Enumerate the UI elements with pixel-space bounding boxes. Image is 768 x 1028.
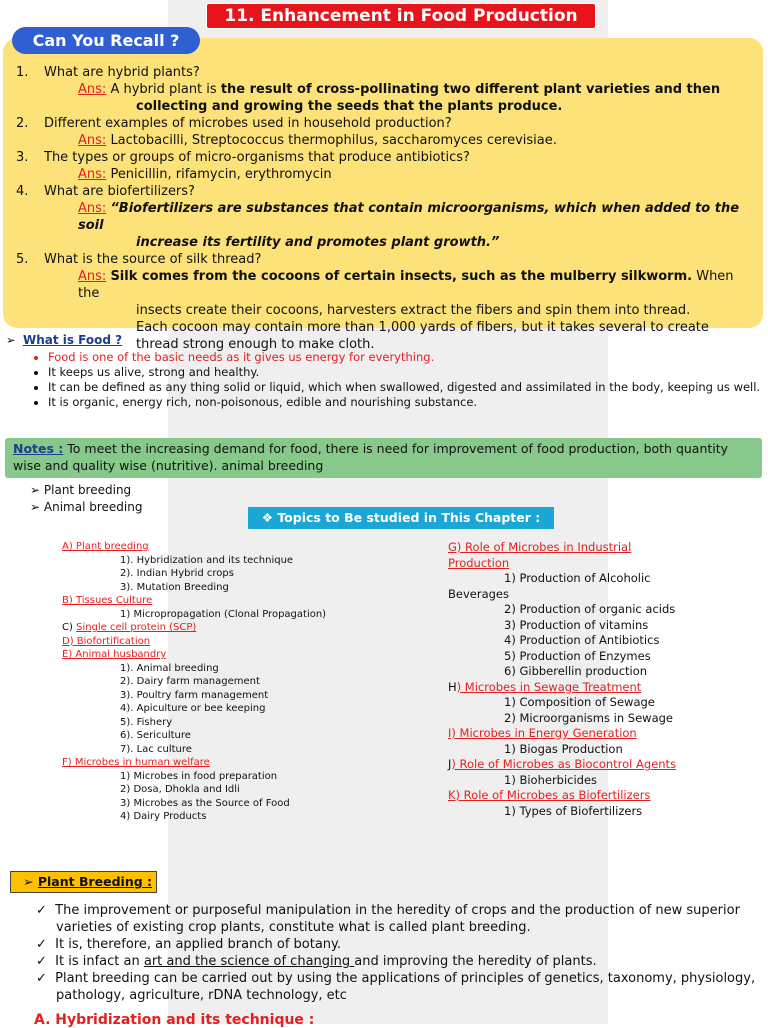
topic-item: 3) Microbes as the Source of Food: [120, 797, 290, 809]
topic-item: 6) Gibberellin production: [504, 664, 648, 678]
question-2: 2. Different examples of microbes used in household production?: [16, 116, 452, 131]
topic-item: 1) Microbes in food preparation: [120, 770, 278, 782]
notes-box: [5, 438, 762, 478]
topic-item: 4) Dairy Products: [120, 811, 207, 822]
topic-item: 3). Poultry farm management: [120, 689, 269, 701]
topic-heading: Production: [448, 555, 510, 570]
topic-item: 4) Production of Antibiotics: [504, 633, 660, 647]
question-1: 1. What are hybrid plants?: [16, 65, 200, 80]
topic-heading: D) Biofortification: [62, 635, 151, 647]
food-section: [6, 333, 762, 410]
topics-right-column: [448, 540, 758, 819]
topic-item: 1) Composition of Sewage: [504, 695, 655, 709]
recall-label: Can You Recall ?: [12, 27, 200, 54]
topic-heading: J) Role of Microbes as Biocontrol Agents: [448, 757, 677, 771]
topic-item: 1) Micropropagation (Clonal Propagation): [120, 608, 327, 620]
topic-item: 7). Lac culture: [120, 743, 192, 755]
food-list: [6, 350, 762, 410]
topic-heading: C) Single cell protein (SCP): [62, 622, 197, 633]
topic-heading: A) Plant breeding: [62, 541, 149, 552]
topic-item: 6). Sericulture: [120, 730, 191, 741]
topic-heading: G) Role of Microbes in Industrial: [448, 540, 632, 554]
answer-1: Ans: A hybrid plant is the result of cross-pollinating two different plant varieties and then collecting and growing the seeds that the plants produce.: [78, 82, 721, 114]
topic-item: 4). Apiculture or bee keeping: [120, 703, 266, 714]
list-item: ✓ The improvement or purposeful manipulation in the heredity of crops and the production of new superior varieties of existing crop plants, constitute what is called plant breeding.: [36, 903, 740, 935]
check-icon: ✓: [36, 954, 47, 969]
topic-item: 1) Production of Alcoholic: [504, 571, 651, 585]
topic-heading: I) Microbes in Energy Generation: [448, 726, 637, 740]
topic-item: 1) Biogas Production: [504, 741, 623, 756]
topic-item: 5) Production of Enzymes: [504, 648, 651, 663]
topic-heading: E) Animal husbandry: [62, 649, 167, 660]
breeding-list: [30, 482, 142, 516]
topics-left-column: [62, 540, 422, 824]
recall-qa: [16, 64, 756, 353]
topic-item: 2) Production of organic acids: [504, 602, 676, 616]
question-5: 5. What is the source of silk thread?: [16, 252, 262, 267]
page-title: 11. Enhancement in Food Production: [206, 3, 596, 29]
list-item: • It can be defined as any thing solid or liquid, which when swallowed, digested and assimilated in the body, keeping us well.: [48, 380, 762, 395]
question-3: 3. The types or groups of micro-organisms that produce antibiotics?: [16, 150, 470, 165]
topic-item: 5). Fishery: [120, 716, 173, 728]
topics-banner: ❖ Topics to Be studied in This Chapter :: [248, 507, 554, 529]
notes-label: Notes :: [13, 441, 64, 456]
answer-2: Ans: Lactobacilli, Streptococcus thermophilus, saccharomyces cerevisiae.: [78, 133, 557, 148]
answer-5: Ans: Silk comes from the cocoons of certain insects, such as the mulberry silkworm. When the insects create their cocoons, harvesters extract the fibers and spin them into thread. Each cocoon may contain more than 1,000 yards of fibers, but it takes several to create thread strong enough to make cloth.: [78, 269, 734, 352]
topic-item: 2). Dairy farm management: [120, 676, 260, 687]
list-item: • It is organic, energy rich, non-poisonous, edible and nourishing substance.: [48, 395, 762, 410]
answer-4: Ans: “Biofertilizers are substances that contain microorganisms, which when added to the soil increase its fertility and promotes plant growth.”: [78, 201, 740, 250]
topic-item: Beverages: [448, 586, 509, 601]
list-item: • It keeps us alive, strong and healthy.: [48, 365, 762, 380]
topic-item: 1). Animal breeding: [120, 662, 219, 674]
topic-item: 3). Mutation Breeding: [120, 581, 229, 593]
topic-item: 1) Bioherbicides: [504, 772, 598, 787]
topic-item: 2) Microorganisms in Sewage: [504, 710, 673, 725]
check-icon: ✓: [36, 971, 47, 986]
list-item: ✓ Plant breeding can be carried out by using the applications of principles of genetics, taxonomy, physiology, pathology, agriculture, rDNA technology, etc: [36, 971, 756, 1003]
arrow-icon: ➢: [23, 874, 34, 889]
topic-heading: B) Tissues Culture: [62, 595, 153, 606]
topic-heading: H) Microbes in Sewage Treatment: [448, 679, 642, 694]
list-item: ✓ It is, therefore, an applied branch of botany.: [36, 937, 342, 952]
next-section-heading: A. Hybridization and its technique :: [34, 1012, 315, 1028]
topic-item: 1) Types of Biofertilizers: [504, 803, 643, 818]
question-4: 4. What are biofertilizers?: [16, 184, 195, 199]
topic-heading: K) Role of Microbes as Biofertilizers: [448, 788, 651, 802]
notes-text: To meet the increasing demand for food, there is need for improvement of food production, both quantity wise and quality wise (nutritive). animal breeding: [13, 441, 729, 473]
topic-item: 3) Production of vitamins: [504, 617, 649, 632]
check-icon: ✓: [36, 903, 47, 918]
answer-3: Ans: Penicillin, rifamycin, erythromycin: [78, 167, 332, 182]
topic-item: 1). Hybridization and its technique: [120, 554, 294, 566]
topic-item: 2) Dosa, Dhokla and Idli: [120, 784, 240, 795]
arrow-icon: ➢: [30, 500, 41, 514]
plant-breeding-points: [36, 902, 760, 1004]
list-item: • Food is one of the basic needs as it gives us energy for everything.: [48, 350, 762, 365]
topic-heading: F) Microbes in human welfare: [62, 757, 210, 768]
topic-item: 2). Indian Hybrid crops: [120, 568, 234, 579]
list-item: ✓ It is infact an art and the science of changing and improving the heredity of plants.: [36, 954, 597, 969]
diamond-icon: ❖: [261, 510, 273, 525]
list-item: ➢ Animal breeding: [30, 500, 143, 514]
check-icon: ✓: [36, 937, 47, 952]
plant-breeding-label: ➢ Plant Breeding :: [10, 871, 157, 893]
food-heading: What is Food ?: [22, 333, 123, 347]
list-item: ➢ Plant breeding: [30, 483, 132, 497]
arrow-icon: ➢: [30, 483, 41, 497]
arrow-icon: ➢: [6, 333, 16, 347]
